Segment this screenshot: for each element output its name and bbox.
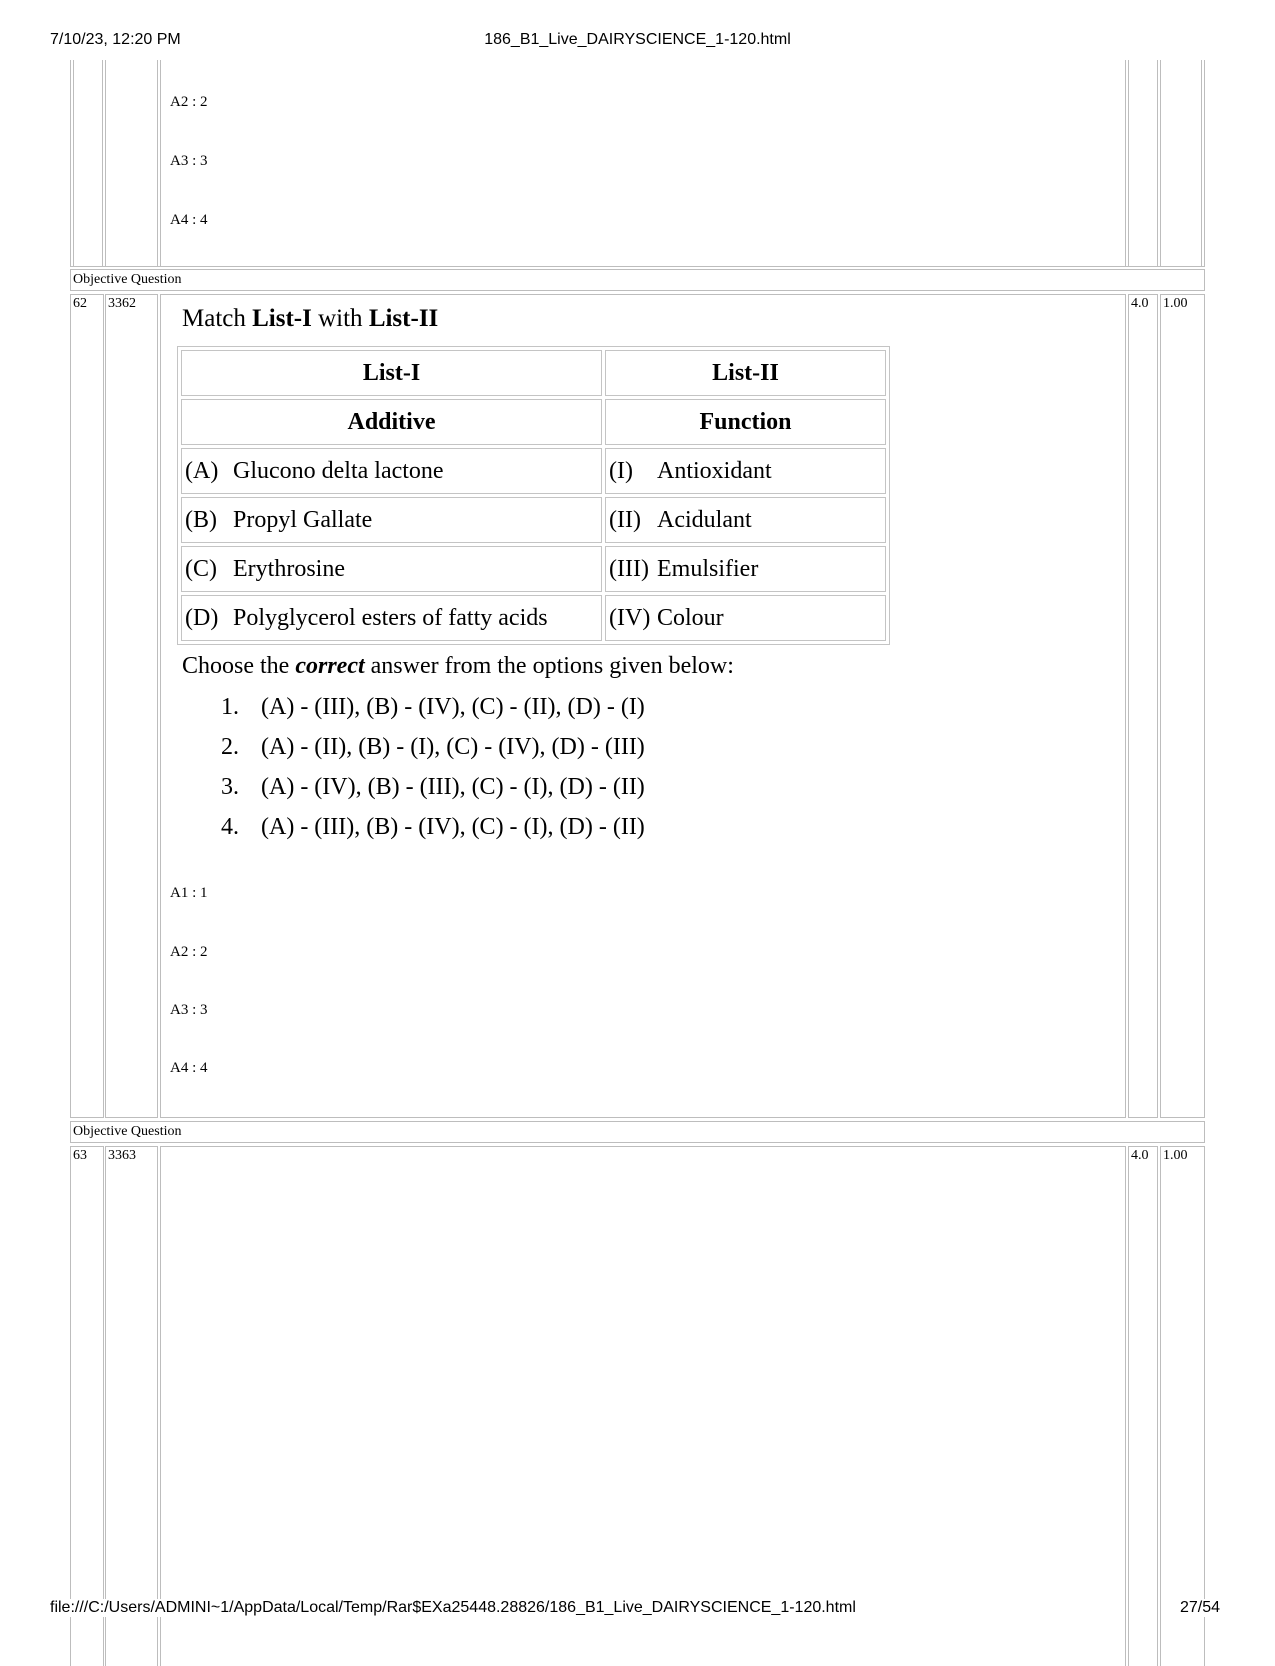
list-2-value: Colour <box>657 604 724 631</box>
table-row <box>181 497 886 543</box>
list-2-value: Acidulant <box>657 506 752 533</box>
list-1-key: (C) <box>185 555 217 582</box>
section-label-row <box>70 269 1205 291</box>
question-id: 3362 <box>108 296 136 311</box>
negative-marks: 1.00 <box>1163 1148 1188 1163</box>
list-1-key: (B) <box>185 506 217 533</box>
list-1-value: Erythrosine <box>233 555 345 582</box>
list-1-key: (A) <box>185 457 219 484</box>
marks-cell <box>1128 1146 1158 1666</box>
table-subheader-row <box>181 399 886 445</box>
list-1-header: List-I <box>181 350 602 396</box>
table-row <box>181 448 886 494</box>
question-number-cell <box>70 294 104 1118</box>
print-file-path: file:///C:/Users/ADMINI~1/AppData/Local/Temp/Rar$EXa25448.28826/186_B1_Live_DAIRYSCIENCE_1-120.html <box>50 1599 856 1616</box>
answer-option-4: A4 : 4 <box>170 1060 208 1076</box>
answer-option-3: A3 : 3 <box>170 1002 208 1018</box>
answer-option-2: A2 : 2 <box>170 944 208 960</box>
option-1: 1. (A) - (III), (B) - (IV), (C) - (II), (D) - (I) <box>221 694 645 720</box>
table-row <box>181 546 886 592</box>
answer-option-3: A3 : 3 <box>170 153 208 169</box>
list-2-value: Emulsifier <box>657 555 759 582</box>
question-number: 63 <box>73 1148 87 1163</box>
list-2-header: List-II <box>605 350 886 396</box>
list-2-value: Antioxidant <box>657 457 772 484</box>
list-1-value: Polyglycerol esters of fatty acids <box>233 604 548 631</box>
section-label: Objective Question <box>73 272 182 287</box>
list-1-value: Glucono delta lactone <box>233 457 444 484</box>
question-number-cell <box>70 1146 104 1666</box>
list-2-key: (II) <box>609 506 641 533</box>
print-doc-title: 186_B1_Live_DAIRYSCIENCE_1-120.html <box>484 31 791 48</box>
section-label: Objective Question <box>73 1124 182 1139</box>
table-row <box>181 595 886 641</box>
marks: 4.0 <box>1131 1148 1149 1163</box>
question-id-cell <box>105 1146 158 1666</box>
choose-instruction: Choose the correct answer from the options given below: <box>182 653 734 679</box>
table-header-row <box>181 350 886 396</box>
list-1-subheader: Additive <box>181 399 602 445</box>
list-1-value: Propyl Gallate <box>233 506 373 533</box>
answer-option-2: A2 : 2 <box>170 94 208 110</box>
option-3: 3. (A) - (IV), (B) - (III), (C) - (I), (D) - (II) <box>221 774 645 800</box>
list-2-key: (IV) <box>609 604 651 631</box>
page-number: 27/54 <box>1179 1599 1220 1616</box>
option-4: 4. (A) - (III), (B) - (IV), (C) - (I), (D) - (II) <box>221 814 645 840</box>
question-id-cell <box>105 294 158 1118</box>
question-title: Match List-I with List-II <box>182 305 439 332</box>
answer-option-4: A4 : 4 <box>170 212 208 228</box>
match-table <box>177 346 890 645</box>
question-id: 3363 <box>108 1148 136 1163</box>
marks-cell <box>1128 294 1158 1118</box>
section-label-row <box>70 1121 1205 1143</box>
option-2: 2. (A) - (II), (B) - (I), (C) - (IV), (D) - (III) <box>221 734 645 760</box>
list-2-subheader: Function <box>605 399 886 445</box>
negative-marks-cell <box>1160 294 1205 1118</box>
question-body-cell <box>160 1146 1126 1666</box>
marks: 4.0 <box>1131 296 1149 311</box>
list-1-key: (D) <box>185 604 219 631</box>
question-number: 62 <box>73 296 87 311</box>
answer-option-1: A1 : 1 <box>170 885 208 901</box>
list-2-key: (I) <box>609 457 633 484</box>
negative-marks-cell <box>1160 1146 1205 1666</box>
negative-marks: 1.00 <box>1163 296 1188 311</box>
list-2-key: (III) <box>609 555 649 582</box>
print-datetime: 7/10/23, 12:20 PM <box>50 31 181 48</box>
